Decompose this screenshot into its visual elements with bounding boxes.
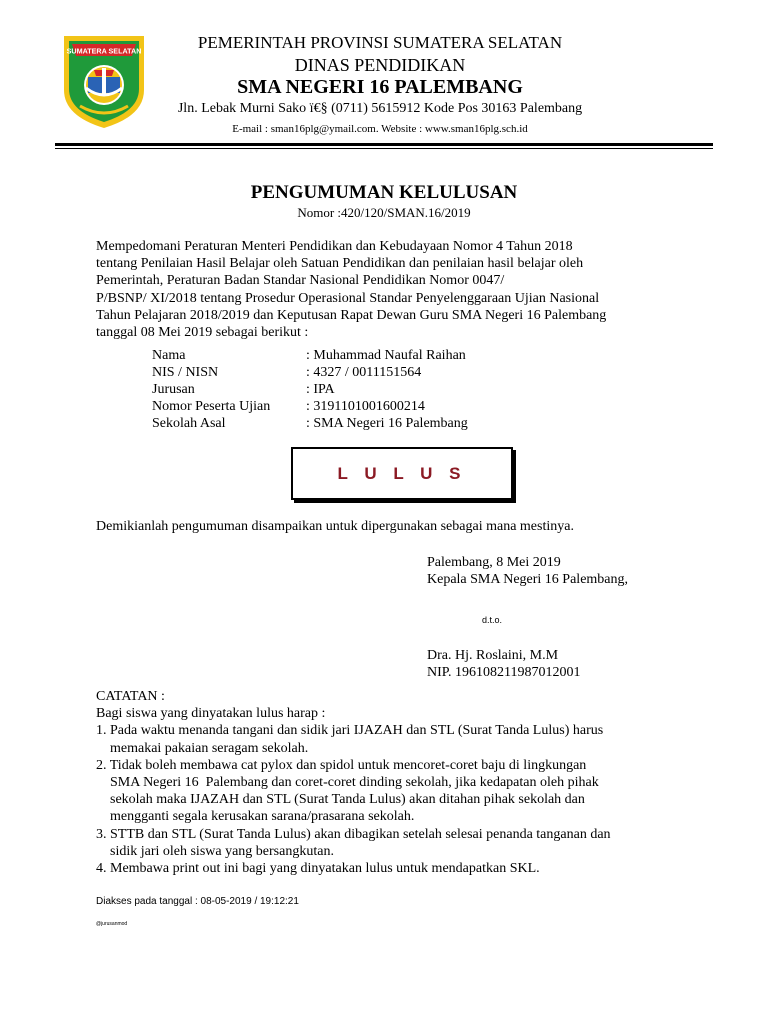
header-department: DINAS PENDIDIKAN xyxy=(294,55,466,75)
note-line: 1. Pada waktu menanda tangani dan sidik jari IJAZAH dan STL (Surat Tanda Lulus) harus xyxy=(96,723,604,739)
detail-value-school: : SMA Negeri 16 Palembang xyxy=(306,416,468,431)
intro-line: tentang Penilaian Hasil Belajar oleh Satuan Pendidikan dan penilaian hasil belajar oleh xyxy=(96,256,584,272)
header-address: Jln. Lebak Murni Sako ï€§ (0711) 5615912 Kode Pos 30163 Palembang xyxy=(177,101,583,116)
intro-paragraph xyxy=(96,238,696,341)
result-box xyxy=(291,447,513,500)
header-contact: E-mail : sman16plg@ymail.com. Website : www.sman16plg.sch.id xyxy=(232,123,528,135)
accessed-timestamp: Diakses pada tanggal : 08-05-2019 / 19:12:21 xyxy=(96,896,299,907)
notes-intro: Bagi siswa yang dinyatakan lulus harap : xyxy=(96,706,326,722)
document-number: Nomor :420/120/SMAN.16/2019 xyxy=(297,205,471,220)
note-line: 3. STTB dan STL (Surat Tanda Lulus) akan dibagikan setelah selesai penanda tanganan dan xyxy=(96,826,611,842)
detail-label-school: Sekolah Asal xyxy=(152,416,226,431)
detail-value-name: : Muhammad Naufal Raihan xyxy=(306,348,466,363)
intro-line: Mempedomani Peraturan Menteri Pendidikan dan Kebudayaan Nomor 4 Tahun 2018 xyxy=(96,239,573,254)
detail-label-major: Jurusan xyxy=(152,382,195,397)
detail-label-exam-number: Nomor Peserta Ujian xyxy=(152,399,271,414)
note-line: 4. Membawa print out ini bagi yang dinyatakan lulus untuk mendapatkan SKL. xyxy=(96,861,540,877)
intro-line: tanggal 08 Mei 2019 sebagai berikut : xyxy=(96,325,309,341)
result-status: L U L U S xyxy=(337,463,467,483)
intro-line: P/BSNP/ XI/2018 tentang Prosedur Operasional Standar Penyelenggaraan Ujian Nasional xyxy=(96,290,600,306)
detail-value-nis: : 4327 / 0011151564 xyxy=(306,365,422,380)
signature-nip: NIP. 196108211987012001 xyxy=(427,665,581,680)
signature-dto: d.t.o. xyxy=(482,615,503,625)
sumsel-province-logo xyxy=(58,30,150,130)
notes-section xyxy=(96,688,716,877)
closing-statement: Demikianlah pengumuman disampaikan untuk dipergunakan sebagai mana mestinya. xyxy=(96,519,574,534)
note-line: 2. Tidak boleh membawa cat pylox dan spidol untuk mencoret-coret baju di lingkungan xyxy=(96,757,587,773)
detail-label-name: Nama xyxy=(152,348,186,363)
header-rule-thin xyxy=(55,148,713,149)
intro-line: Tahun Pelajaran 2018/2019 dan Keputusan Rapat Dewan Guru SMA Negeri 16 Palembang xyxy=(96,307,607,323)
note-line: memakai pakaian seragam sekolah. xyxy=(96,740,309,756)
signature-date: Palembang, 8 Mei 2019 xyxy=(427,555,561,570)
credit-watermark: @jurusanmod xyxy=(96,921,128,927)
note-line: mengganti segala kerusakan sarana/prasarana sekolah. xyxy=(96,809,415,825)
header-school-name: SMA NEGERI 16 PALEMBANG xyxy=(237,76,523,98)
signature-role: Kepala SMA Negeri 16 Palembang, xyxy=(427,572,629,587)
logo-banner-text: SUMATERA SELATAN xyxy=(66,46,142,56)
detail-value-exam-number: : 3191101001600214 xyxy=(306,399,425,414)
header-government: PEMERINTAH PROVINSI SUMATERA SELATAN xyxy=(197,33,563,52)
note-line: sekolah maka IJAZAH dan STL (Surat Tanda Lulus) akan ditahan pihak sekolah dan xyxy=(96,792,585,808)
note-line: SMA Negeri 16 Palembang dan coret-coret dinding sekolah, jika kedapatan oleh pihak xyxy=(96,775,599,791)
detail-value-major: : IPA xyxy=(306,382,335,397)
note-line: sidik jari oleh siswa yang bersangkutan. xyxy=(96,843,334,859)
header-rule-thick xyxy=(55,143,713,146)
notes-heading: CATATAN : xyxy=(96,689,165,704)
detail-label-nis: NIS / NISN xyxy=(152,365,219,380)
document-title: PENGUMUMAN KELULUSAN xyxy=(250,182,518,203)
signature-name: Dra. Hj. Roslaini, M.M xyxy=(427,648,559,663)
intro-line: Pemerintah, Peraturan Badan Standar Nasional Pendidikan Nomor 0047/ xyxy=(96,273,505,289)
